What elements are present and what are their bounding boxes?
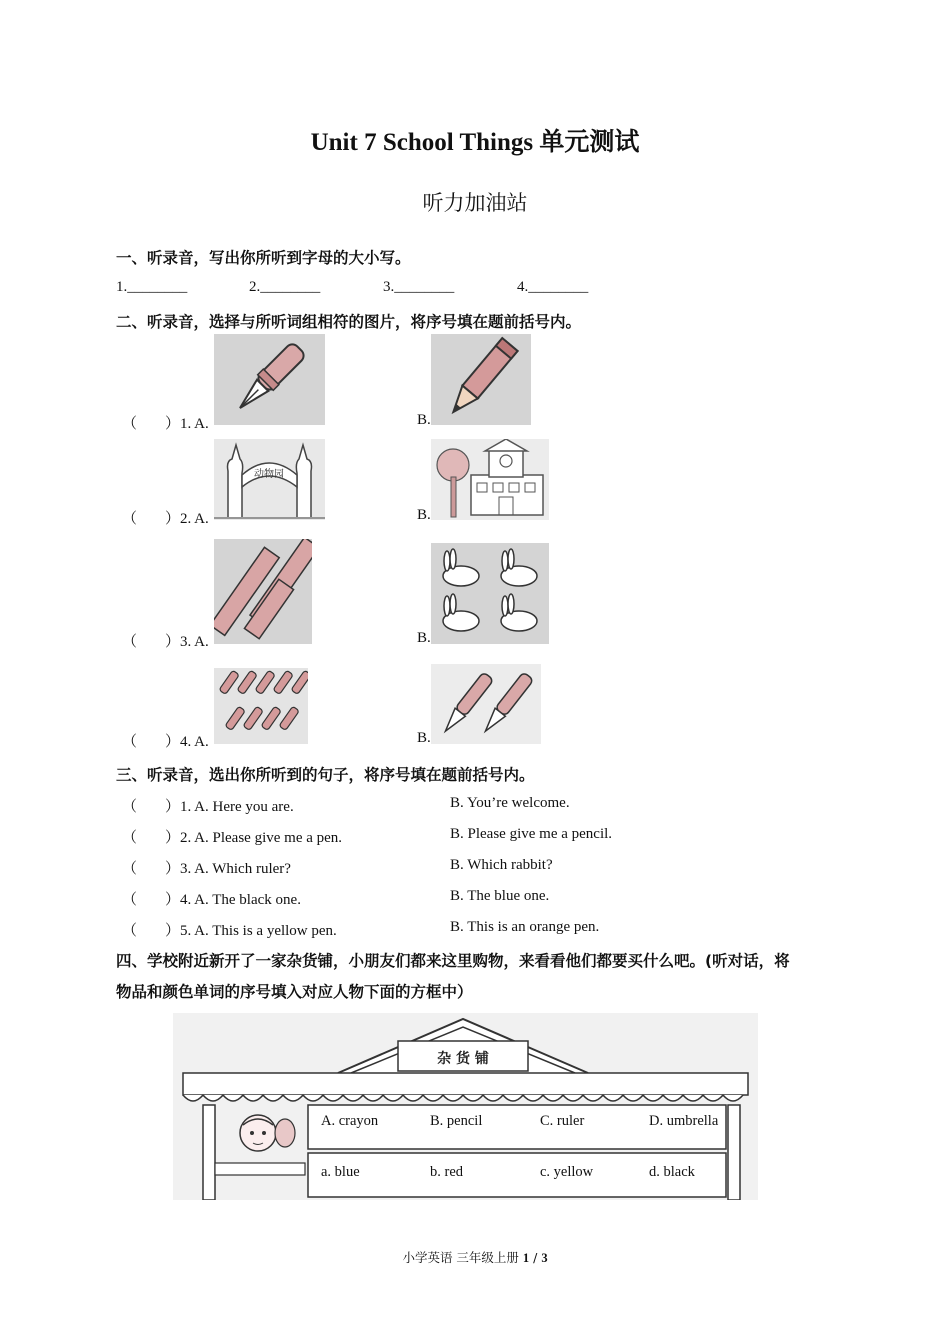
shop-sign: 杂 货 铺 xyxy=(437,1051,489,1067)
item-option: D. umbrella xyxy=(649,1113,719,1129)
option-b: B. Please give me a pencil. xyxy=(450,826,613,842)
shop-illustration xyxy=(173,1013,758,1200)
school-building-icon xyxy=(431,439,549,520)
page-subtitle: 听力加油站 xyxy=(422,191,528,215)
answer-paren[interactable]: （ xyxy=(122,511,138,527)
blank-4[interactable]: 4.________ xyxy=(517,279,589,295)
pencil-icon xyxy=(431,334,531,425)
blank-3[interactable]: 3.________ xyxy=(383,279,455,295)
option-a: ）1. A. Here you are. xyxy=(165,799,294,815)
color-option: d. black xyxy=(649,1164,695,1180)
option-b: B. The blue one. xyxy=(450,888,550,904)
question-label: ）1. A. xyxy=(165,416,209,432)
option-a: ）5. A. This is a yellow pen. xyxy=(165,923,337,939)
rabbits-icon xyxy=(431,543,549,644)
option-a: ）3. A. Which ruler? xyxy=(165,861,291,877)
section1-heading: 一、听录音，写出你所听到字母的大小写。 xyxy=(116,249,411,267)
item-option: C. ruler xyxy=(540,1113,585,1129)
item-option: A. crayon xyxy=(321,1113,379,1129)
option-a: ）4. A. The black one. xyxy=(165,892,301,908)
svg-text:动物园: 动物园 xyxy=(254,469,284,480)
section2-heading: 二、听录音，选择与所听词组相符的图片，将序号填在题前括号内。 xyxy=(116,313,582,331)
rulers-icon xyxy=(214,539,312,644)
answer-paren[interactable]: （ xyxy=(122,734,138,750)
option-b-label: B. xyxy=(417,412,431,428)
answer-paren[interactable]: （ xyxy=(122,830,138,846)
color-option: b. red xyxy=(430,1164,464,1180)
section4-heading-line1: 四、学校附近新开了一家杂货铺，小朋友们都来这里购物，来看看他们都要买什么吧。(听对话，将 xyxy=(116,952,790,970)
color-option: c. yellow xyxy=(540,1164,594,1180)
answer-paren[interactable]: （ xyxy=(122,861,138,877)
option-b: B. Which rabbit? xyxy=(450,857,553,873)
page-footer xyxy=(0,1248,950,1266)
answer-paren[interactable]: （ xyxy=(122,416,138,432)
page-sep: / xyxy=(529,1250,542,1265)
option-a: ）2. A. Please give me a pen. xyxy=(165,830,343,846)
option-b-label: B. xyxy=(417,730,431,746)
item-option: B. pencil xyxy=(430,1113,483,1129)
page-title: Unit 7 School Things 单元测试 xyxy=(310,129,640,156)
option-b: B. This is an orange pen. xyxy=(450,919,600,935)
blank-2[interactable]: 2.________ xyxy=(249,279,321,295)
answer-paren[interactable]: （ xyxy=(122,799,138,815)
fountain-pen-icon xyxy=(214,334,325,425)
page-number: 1 xyxy=(522,1251,530,1265)
answer-paren[interactable]: （ xyxy=(122,892,138,908)
question-label: ）4. A. xyxy=(165,734,209,750)
option-b: B. You’re welcome. xyxy=(450,795,570,811)
question-label: ）3. A. xyxy=(165,634,209,650)
footer-text: 小学英语 三年级上册 xyxy=(402,1250,523,1265)
option-b-label: B. xyxy=(417,630,431,646)
zoo-gate-icon xyxy=(214,439,325,520)
many-pens-icon xyxy=(214,668,308,744)
blank-1[interactable]: 1.________ xyxy=(116,279,188,295)
question-label: ）2. A. xyxy=(165,511,209,527)
answer-paren[interactable]: （ xyxy=(122,923,138,939)
page-total: 3 xyxy=(541,1251,548,1265)
color-option: a. blue xyxy=(321,1164,360,1180)
two-pens-icon xyxy=(431,664,541,744)
section4-heading-line2: 物品和颜色单词的序号填入对应人物下面的方框中） xyxy=(116,983,473,1001)
section3-heading: 三、听录音，选出你所听到的句子，将序号填在题前括号内。 xyxy=(116,766,535,784)
answer-paren[interactable]: （ xyxy=(122,634,138,650)
option-b-label: B. xyxy=(417,507,431,523)
